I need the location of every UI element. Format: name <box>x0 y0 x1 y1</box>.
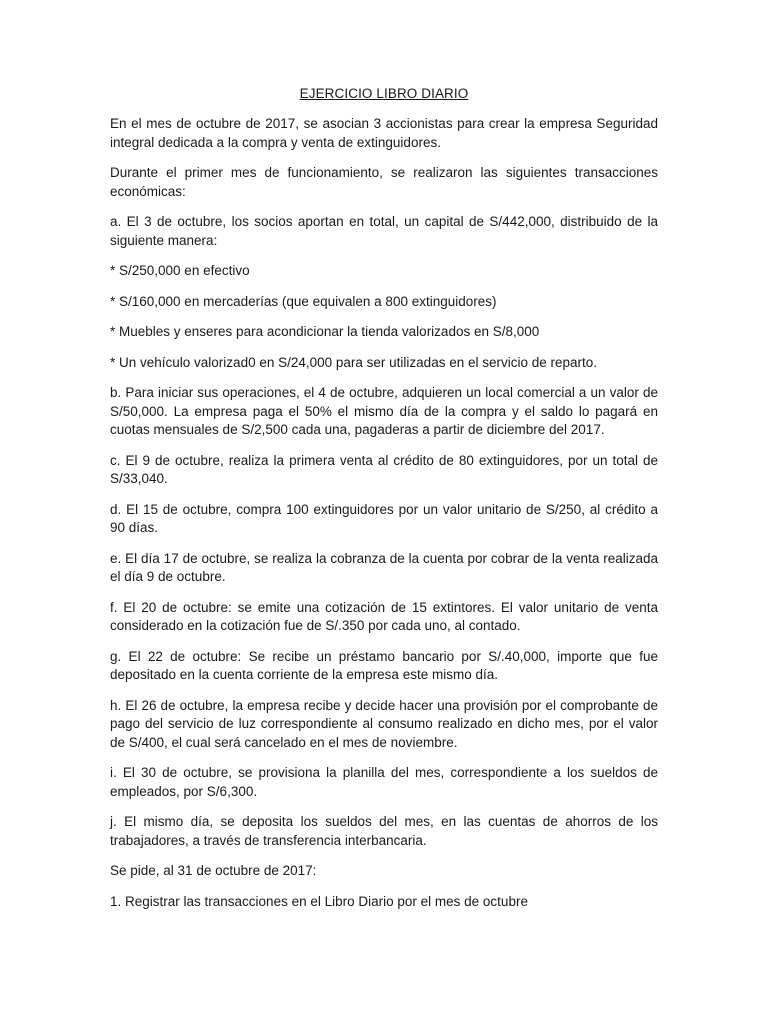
item-i: i. El 30 de octubre, se provisiona la planilla del mes, correspondiente a los sueldos de empleados, por S/6,300. <box>110 765 658 799</box>
bullet-vehicle: * Un vehículo valorizad0 en S/24,000 para ser utilizadas en el servicio de reparto. <box>110 354 598 370</box>
intro-paragraph: En el mes de octubre de 2017, se asocian 3 accionistas para crear la empresa Seguridad integral dedicada a la compra y venta de extinguidores. <box>110 116 658 150</box>
item-c: c. El 9 de octubre, realiza la primera venta al crédito de 80 extinguidores, por un total de S/33,040. <box>110 452 658 486</box>
item-g: g. El 22 de octubre: Se recibe un préstamo bancario por S/.40,000, importe que fue depositado en la cuenta corriente de la empresa este mismo día. <box>110 648 658 682</box>
document-title: EJERCICIO LIBRO DIARIO <box>299 86 469 101</box>
item-a: a. El 3 de octubre, los socios aportan en total, un capital de S/442,000, distribuido de la siguiente manera: <box>110 214 658 248</box>
bullet-merchandise: * S/160,000 en mercaderías (que equivalen a 800 extinguidores) <box>110 293 497 309</box>
item-h: h. El 26 de octubre, la empresa recibe y decide hacer una provisión por el comprobante de pago del servicio de luz correspondiente al consumo realizado en dicho mes, por el valor de S/400, el cual será cancelado en el mes de noviembre. <box>110 697 658 750</box>
bullet-cash: * S/250,000 en efectivo <box>110 263 250 278</box>
request-line: Se pide, al 31 de octubre de 2017: <box>110 863 317 878</box>
bullet-furniture: * Muebles y enseres para acondicionar la tienda valorizados en S/8,000 <box>110 324 540 339</box>
item-e: e. El día 17 de octubre, se realiza la cobranza de la cuenta por cobrar de la venta realizada el día 9 de octubre. <box>110 550 658 584</box>
item-b: b. Para iniciar sus operaciones, el 4 de octubre, adquieren un local comercial a un valor de S/50,000. La empresa paga el 50% el mismo día de la compra y el saldo lo pagará en cuotas mensuales de S/2,500 cada una, pagaderas a partir de diciembre del 2017. <box>110 385 658 437</box>
item-f: f. El 20 de octubre: se emite una cotización de 15 extintores. El valor unitario de venta considerado en la cotización fue de S/.350 por cada uno, al contado. <box>110 599 658 633</box>
transactions-intro: Durante el primer mes de funcionamiento, se realizaron las siguientes transacciones económicas: <box>110 165 658 199</box>
task-1: 1. Registrar las transacciones en el Libro Diario por el mes de octubre <box>110 893 528 909</box>
item-j: j. El mismo día, se deposita los sueldos del mes, en las cuentas de ahorros de los trabajadores, a través de transferencia interbancaria. <box>110 814 658 848</box>
item-d: d. El 15 de octubre, compra 100 extinguidores por un valor unitario de S/250, al crédito a 90 días. <box>110 501 658 535</box>
